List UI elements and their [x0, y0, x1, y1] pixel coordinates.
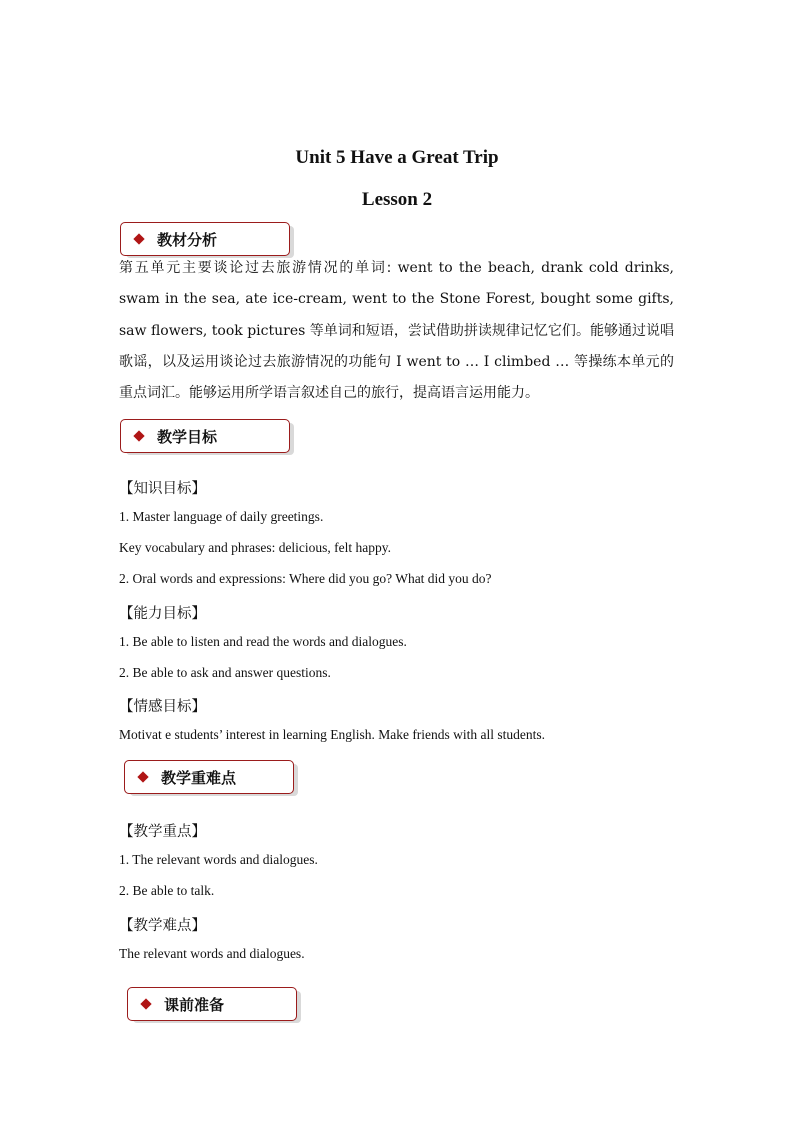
focus-item: 1. The relevant words and dialogues. — [119, 852, 318, 867]
material-analysis-text: 第五单元主要谈论过去旅游情况的单词: went to the beach, drank cold drinks, swam in the sea, ate ice-cream, went to the Stone Forest, bought some gifts, saw flowers, took pictures 等单词和短语，尝试借助拼读规律记忆它们。能够通过说唱歌谣，以及运用谈论过去旅游情况的功能句 I went to … I climbed … 等操练本单元的重点词汇。能够运用所学语言叙述自己的旅行，提高语言运用能力。 — [119, 260, 675, 402]
diamond-icon — [133, 430, 144, 441]
section-badge-keypoints — [124, 760, 294, 794]
unit-title: Unit 5 Have a Great Trip — [295, 147, 499, 168]
focus-heading: 【教学重点】 — [119, 824, 206, 840]
ability-heading: 【能力目标】 — [119, 606, 206, 622]
lesson-title: Lesson 2 — [361, 189, 433, 210]
section-badge-material — [120, 222, 290, 256]
knowledge-item: 2. Oral words and expressions: Where did you go? What did you do? — [119, 571, 492, 586]
difficulty-item: The relevant words and dialogues. — [119, 946, 305, 961]
section-label: 教材分析 — [157, 231, 218, 249]
diamond-icon — [133, 233, 144, 244]
section-badge-prep — [127, 987, 297, 1021]
difficulty-heading: 【教学难点】 — [119, 918, 206, 934]
ability-item: 2. Be able to ask and answer questions. — [119, 665, 331, 680]
section-badge-goals — [120, 419, 290, 453]
knowledge-heading: 【知识目标】 — [119, 481, 206, 497]
section-label: 课前准备 — [164, 996, 225, 1014]
knowledge-item: 1. Master language of daily greetings. — [119, 509, 324, 524]
section-label: 教学目标 — [157, 428, 218, 446]
knowledge-item: Key vocabulary and phrases: delicious, felt happy. — [119, 540, 392, 555]
diamond-icon — [137, 771, 148, 782]
diamond-icon — [140, 998, 151, 1009]
ability-item: 1. Be able to listen and read the words and dialogues. — [119, 634, 407, 649]
emotion-item: Motivat e students’ interest in learning English. Make friends with all students. — [119, 727, 546, 742]
focus-item: 2. Be able to talk. — [119, 883, 215, 898]
section-label: 教学重难点 — [161, 769, 237, 787]
emotion-heading: 【情感目标】 — [119, 699, 206, 715]
